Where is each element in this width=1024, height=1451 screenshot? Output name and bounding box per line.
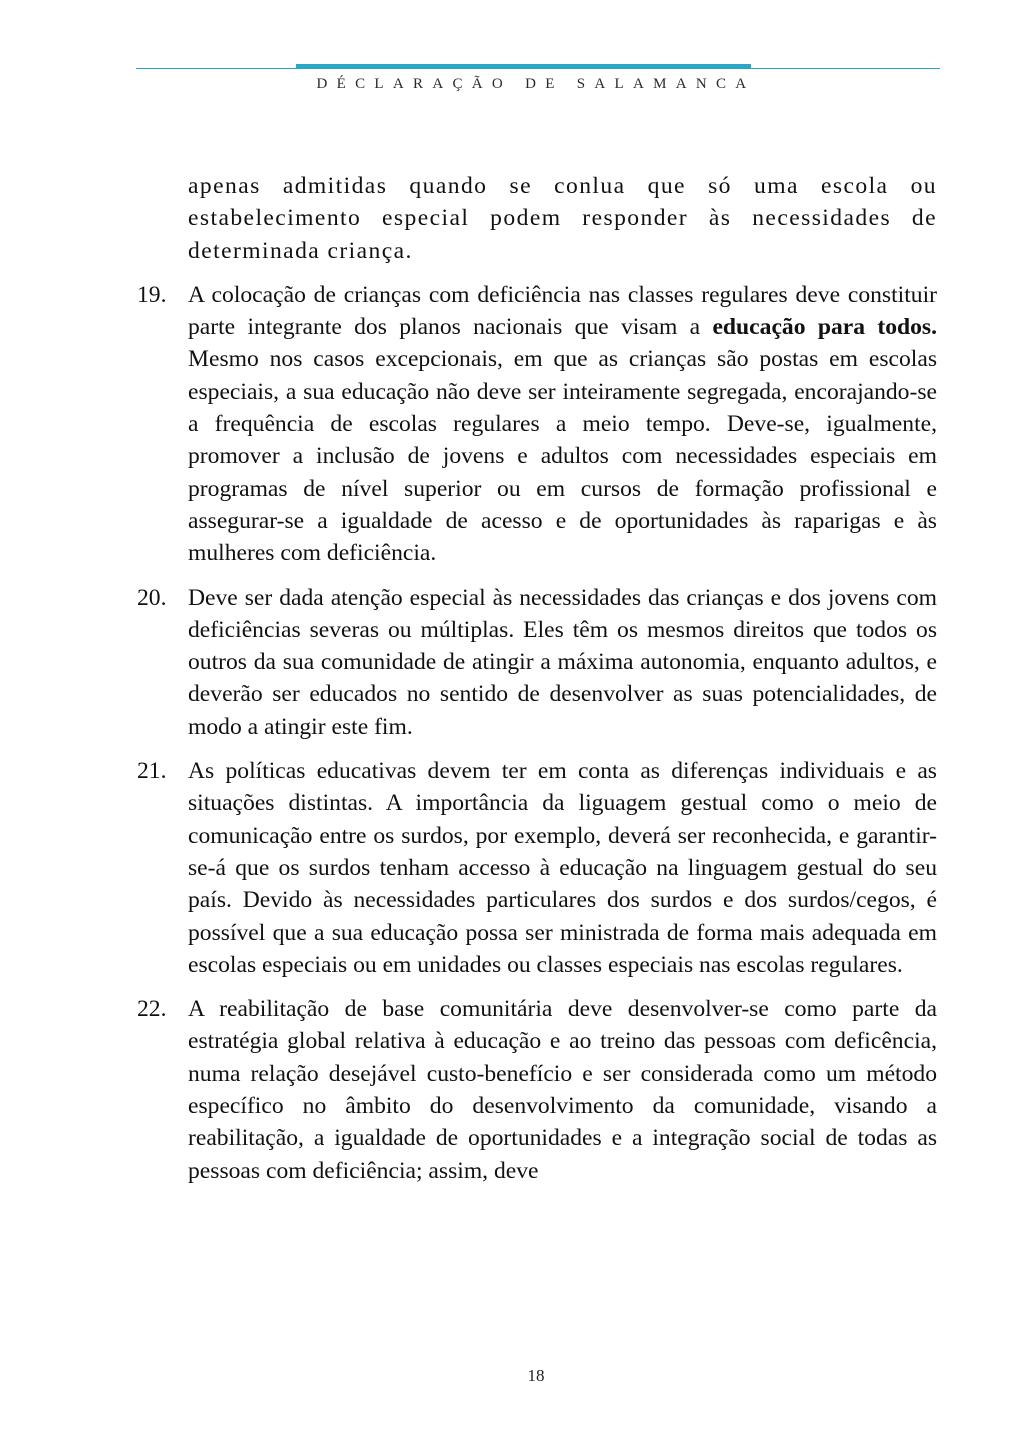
paragraph-number: 22. [137, 996, 167, 1023]
paragraph-number: 19. [137, 281, 167, 308]
running-title: DÉCLARAÇÃO DE SALAMANCA [316, 76, 756, 92]
paragraph-text-part: Mesmo nos casos excepcionais, em que as crianças são postas em escolas especiais, a sua educação não deve ser inteiramente segregada, encorajando-se a frequência de escolas regulares a meio tempo. Deve-se, igualmente, promover a inclusão de jovens e adultos com necessidades especiais em programas de nível superior ou em cursos de formação profissional e assegurar-se a igualdade de acesso e de oportunidades às raparigas e às mulheres com deficiência. [188, 346, 937, 567]
bold-phrase: educação para todos. [712, 314, 937, 341]
paragraph-text: As políticas educativas devem ter em conta as diferenças individuais e as situações distintas. A importância da liguagem gestual como o meio de comunicação entre os surdos, por exemplo, deverá ser reconhecida, e garantir-se-á que os surdos tenham accesso à educação na linguagem gestual do seu país. Devido às necessidades particulares dos surdos e dos surdos/cegos, é possível que a sua educação possa ser ministrada de forma mais adequada em escolas especiais ou em unidades ou classes especiais nas escolas regulares. [188, 758, 937, 978]
paragraph-text [188, 282, 937, 566]
paragraph-number: 21. [137, 758, 167, 785]
paragraph-text: apenas admitidas quando se conlua que só uma escola ou estabelecimento especial podem responder às necessidades de determinada criança. [188, 173, 937, 264]
page-body [137, 170, 937, 1199]
paragraph-20 [137, 582, 937, 743]
paragraph-21 [137, 755, 937, 981]
page-number: 18 [527, 1366, 545, 1385]
header-accent-bar [296, 64, 751, 69]
paragraph-number: 20. [137, 584, 167, 611]
paragraph-22 [137, 993, 937, 1187]
paragraph-19 [137, 279, 937, 570]
paragraph-text-part: A colocação de crianças com deficiência nas classes regulares deve constituir parte integrante dos planos nacionais que visam a [188, 281, 937, 341]
paragraph-continuation [137, 170, 937, 267]
paragraph-text: Deve ser dada atenção especial às necessidades das crianças e dos jovens com deficiências severas ou múltiplas. Eles têm os mesmos direitos que todos os outros da sua comunidade de atingir a máxima autonomia, enquanto adultos, e deverão ser educados no sentido de desenvolver as suas potencialidades, de modo a atingir este fim. [188, 584, 937, 740]
paragraph-text: A reabilitação de base comunitária deve desenvolver-se como parte da estratégia global relativa à educação e ao treino das pessoas com deficência, numa relação desejável custo-benefício e ser considerada como um método específico no âmbito do desenvolvimento da comunidade, visando a reabilitação, a igualdade de oportunidades e a integração social de todas as pessoas com deficiência; assim, deve [188, 996, 937, 1184]
